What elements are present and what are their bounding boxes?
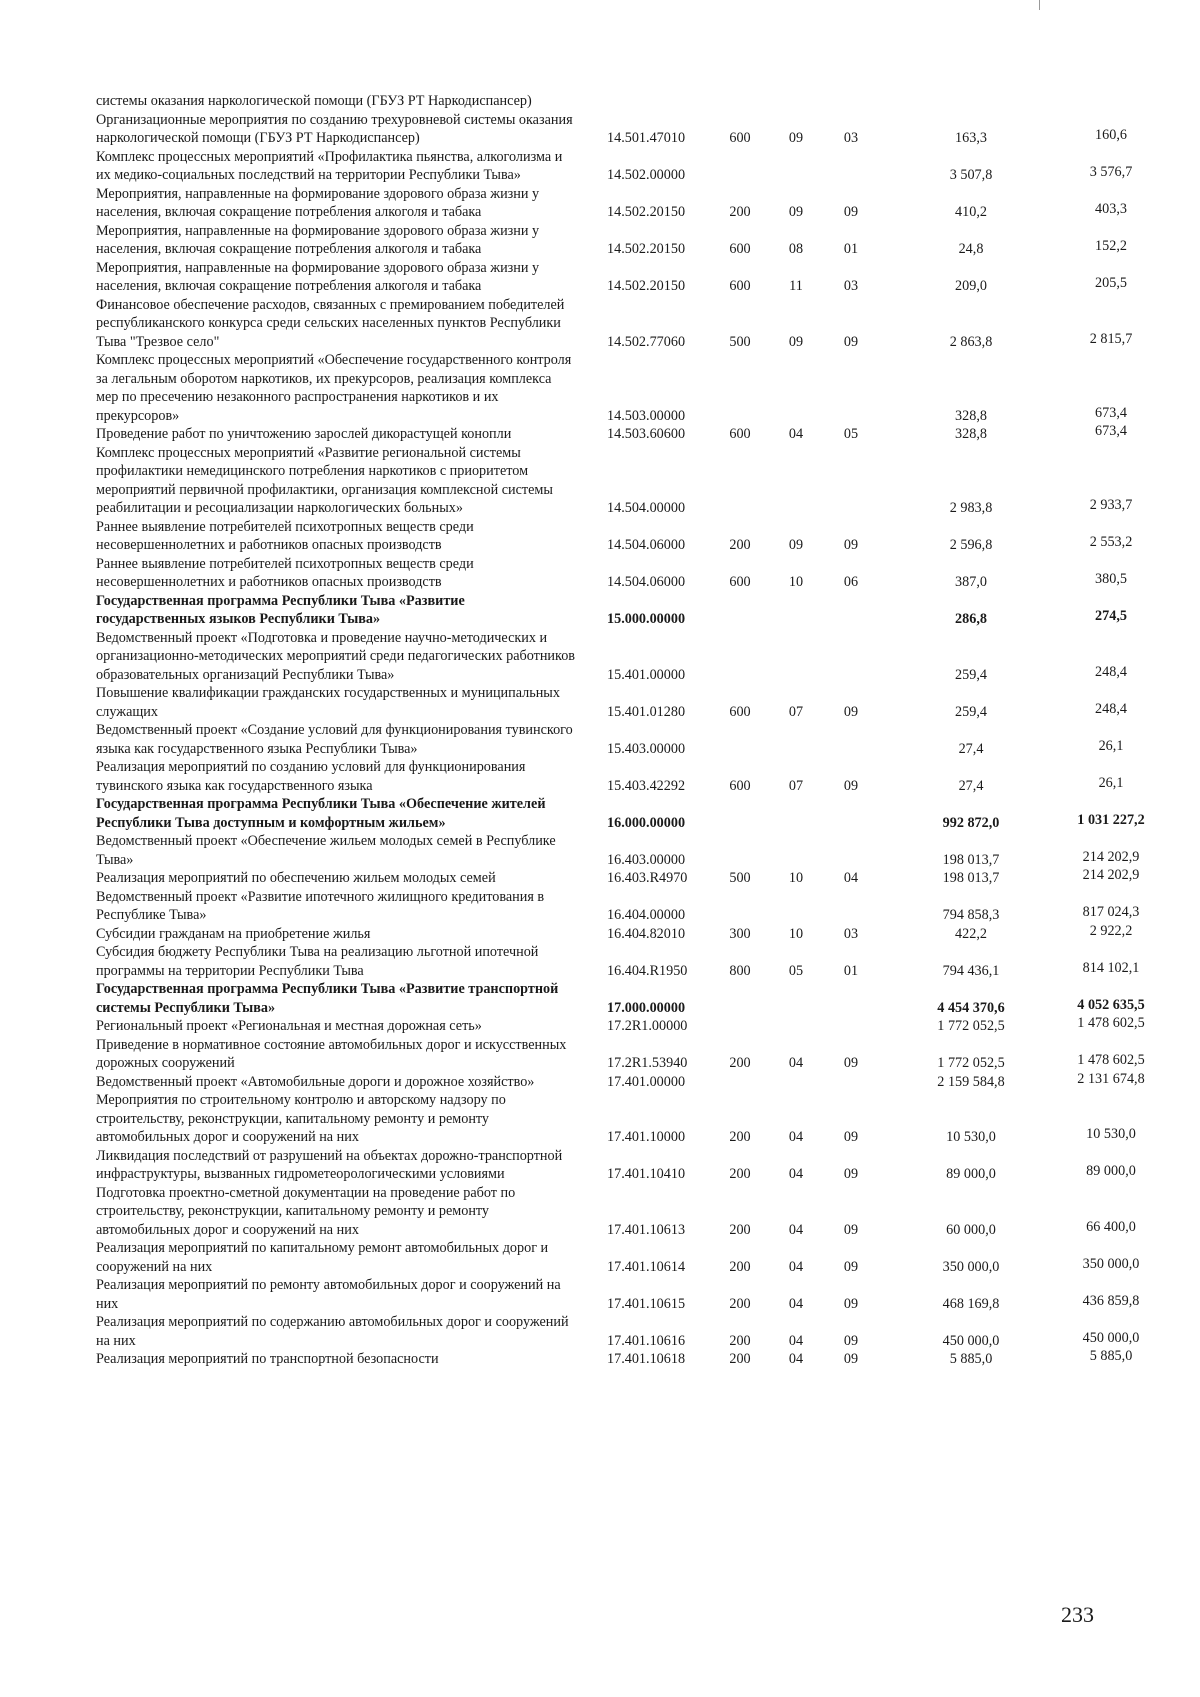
row-section: 04 — [788, 426, 804, 442]
row-expense-type: 600 — [729, 777, 751, 794]
table-row — [96, 943, 1146, 980]
row-code: 15.403.42292 — [607, 777, 686, 794]
row-amount-year2: 2 131 674,8 — [1077, 1070, 1145, 1087]
row-amount-year1: 1 772 052,5 — [937, 1055, 1005, 1071]
row-amount-year1: 2 863,8 — [949, 333, 993, 350]
row-amount-year1: 286,8 — [955, 611, 987, 627]
row-amount-year1: 4 454 370,6 — [937, 999, 1005, 1016]
row-code: 14.503.00000 — [607, 407, 686, 424]
row-subsection: 09 — [843, 1055, 859, 1071]
row-amount-year2: 274,5 — [1095, 608, 1127, 624]
row-amount-year1: 1 772 052,5 — [937, 1018, 1005, 1034]
row-expense-type: 200 — [729, 1351, 751, 1367]
row-name: Реализация мероприятий по транспортной безопасности — [96, 1351, 439, 1367]
table-row — [96, 1147, 1146, 1184]
row-name: Мероприятия, направленные на формирование здорового образа жизни у населения, включая сокращение потребления алкоголя и табака — [96, 185, 540, 220]
table-row — [96, 1184, 1146, 1240]
row-section: 10 — [788, 574, 804, 590]
row-code: 14.504.06000 — [607, 537, 686, 553]
row-subsection: 01 — [843, 241, 859, 257]
row-amount-year1: 27,4 — [958, 740, 984, 757]
row-subsection: 09 — [843, 1129, 859, 1145]
row-subsection: 04 — [843, 870, 859, 886]
row-subsection: 06 — [843, 574, 859, 590]
row-subsection: 09 — [843, 703, 859, 720]
row-amount-year2: 4 052 635,5 — [1077, 996, 1145, 1013]
row-code: 17.401.10410 — [607, 1166, 686, 1182]
row-amount-year1: 259,4 — [955, 666, 987, 683]
scan-corner-mark — [1039, 0, 1040, 10]
row-amount-year2: 248,4 — [1095, 700, 1127, 717]
row-section: 07 — [788, 777, 804, 794]
row-amount-year1: 328,8 — [955, 426, 987, 442]
row-expense-type: 200 — [729, 1332, 751, 1349]
row-amount-year1: 2 983,8 — [949, 500, 993, 516]
row-section: 04 — [788, 1129, 804, 1145]
row-amount-year2: 403,3 — [1095, 201, 1127, 217]
row-name: Субсидия бюджету Республики Тыва на реализацию льготной ипотечной программы на территории Республики Тыва — [96, 944, 539, 979]
row-amount-year1: 422,2 — [955, 925, 987, 942]
row-name: Организационные мероприятия по созданию трехуровневой системы оказания наркологической помощи (ГБУЗ РТ Наркодиспансер) — [96, 111, 573, 146]
row-code: 17.2R1.00000 — [607, 1018, 688, 1034]
table-row — [96, 922, 1146, 944]
row-expense-type: 200 — [729, 204, 751, 220]
row-section: 11 — [789, 278, 803, 294]
row-amount-year2: 205,5 — [1095, 275, 1127, 291]
row-section: 04 — [788, 1295, 804, 1312]
row-amount-year2: 817 024,3 — [1082, 904, 1140, 920]
row-code: 14.504.06000 — [607, 574, 686, 590]
row-name: Государственная программа Республики Тыва «Обеспечение жителей Республики Тыва доступным и комфортным жильем» — [96, 796, 546, 831]
table-row — [96, 888, 1146, 925]
row-section: 07 — [788, 703, 804, 720]
row-code: 17.401.10614 — [607, 1258, 686, 1275]
row-amount-year1: 60 000,0 — [946, 1221, 996, 1238]
row-section: 04 — [788, 1351, 804, 1367]
page-number: 233 — [1061, 1602, 1094, 1627]
row-expense-type: 300 — [729, 925, 751, 942]
table-row — [96, 592, 1146, 629]
row-name: Ведомственный проект «Автомобильные дороги и дорожное хозяйство» — [96, 1073, 535, 1090]
table-row — [96, 111, 1146, 148]
row-name: Реализация мероприятий по созданию условий для функционирования тувинского языка как государственного языка — [96, 759, 526, 794]
row-subsection: 09 — [843, 204, 859, 220]
row-subsection: 05 — [843, 426, 859, 442]
row-name: Раннее выявление потребителей психотропных веществ среди несовершеннолетних и работников опасных производств — [96, 555, 474, 590]
row-code: 15.401.01280 — [607, 703, 686, 720]
row-name: Ведомственный проект «Обеспечение жильем молодых семей в Республике Тыва» — [96, 833, 556, 868]
row-code: 14.502.00000 — [607, 167, 686, 183]
row-code: 15.403.00000 — [607, 740, 686, 757]
row-expense-type: 600 — [729, 130, 751, 146]
row-amount-year1: 387,0 — [955, 574, 987, 590]
row-amount-year2: 436 859,8 — [1082, 1292, 1140, 1309]
row-amount-year2: 214 202,9 — [1082, 867, 1140, 883]
row-expense-type: 200 — [729, 1295, 751, 1312]
row-section: 04 — [788, 1221, 804, 1238]
row-name: Повышение квалификации гражданских государственных и муниципальных служащих — [96, 685, 560, 720]
row-name: Реализация мероприятий по капитальному ремонт автомобильных дорог и сооружений на них — [96, 1240, 549, 1275]
row-expense-type: 200 — [729, 537, 751, 553]
table-row — [96, 1091, 1146, 1147]
row-name: Финансовое обеспечение расходов, связанных с премированием победителей республиканского конкурса среди сельских населенных пунктов Республики Тыва "Трезвое село" — [96, 296, 565, 350]
row-section: 05 — [788, 962, 804, 979]
row-code: 17.401.10618 — [607, 1351, 686, 1367]
row-code: 14.504.00000 — [607, 500, 686, 516]
row-amount-year2: 152,2 — [1095, 238, 1127, 254]
row-expense-type: 500 — [729, 333, 751, 350]
row-name: Ликвидация последствий от разрушений на объектах дорожно-транспортной инфраструктуры, вызванных гидрометеорологическими условиями — [96, 1147, 563, 1182]
row-section: 10 — [788, 870, 804, 886]
row-amount-year2: 26,1 — [1098, 774, 1124, 791]
row-name: Региональный проект «Региональная и местная дорожная сеть» — [96, 1018, 482, 1034]
table-row — [96, 795, 1146, 832]
row-amount-year2: 2 553,2 — [1089, 534, 1133, 550]
row-code: 17.401.10615 — [607, 1295, 686, 1312]
row-subsection: 09 — [843, 1166, 859, 1182]
row-section: 09 — [788, 204, 804, 220]
row-amount-year1: 209,0 — [955, 278, 987, 294]
row-code: 17.000.00000 — [607, 999, 686, 1016]
row-expense-type: 600 — [729, 241, 751, 257]
table-row — [96, 1070, 1146, 1092]
row-name: Государственная программа Республики Тыва «Развитие транспортной системы Республики Тыва» — [96, 981, 559, 1016]
row-amount-year1: 328,8 — [955, 407, 987, 424]
row-amount-year2: 89 000,0 — [1086, 1163, 1136, 1179]
row-name: Приведение в нормативное состояние автомобильных дорог и искусственных дорожных сооружений — [96, 1036, 567, 1071]
row-section: 10 — [788, 925, 804, 942]
table-row — [96, 869, 1146, 888]
row-code: 17.401.00000 — [607, 1073, 686, 1090]
row-subsection: 01 — [843, 962, 859, 979]
row-code: 16.403.00000 — [607, 851, 686, 868]
row-expense-type: 200 — [729, 1221, 751, 1238]
row-amount-year1: 163,3 — [955, 130, 987, 146]
row-name: Государственная программа Республики Тыва «Развитие государственных языков Республики Тыва» — [96, 592, 465, 627]
row-amount-year1: 468 169,8 — [942, 1295, 1000, 1312]
table-row — [96, 980, 1146, 1017]
row-expense-type: 200 — [729, 1166, 751, 1182]
table-row — [96, 555, 1146, 592]
row-amount-year2: 214 202,9 — [1082, 848, 1140, 865]
table-row — [96, 1036, 1146, 1073]
row-amount-year1: 350 000,0 — [942, 1258, 1000, 1275]
row-subsection: 09 — [843, 1332, 859, 1349]
row-code: 17.2R1.53940 — [607, 1055, 688, 1071]
row-section: 09 — [788, 537, 804, 553]
table-row — [96, 185, 1146, 222]
row-code: 16.404.R1950 — [607, 962, 688, 979]
row-amount-year1: 198 013,7 — [942, 870, 1000, 886]
row-amount-year1: 992 872,0 — [942, 814, 1000, 831]
row-code: 16.403.R4970 — [607, 870, 688, 886]
row-section: 04 — [788, 1332, 804, 1349]
table-row — [96, 758, 1146, 795]
row-name: Комплекс процессных мероприятий «Развитие региональной системы профилактики немедицинского потребления наркотиков с приоритетом мероприятий первичной профилактики, организация комплексной системы реабилитации и ресоциализации наркологических больных» — [96, 444, 553, 516]
row-code: 17.401.10613 — [607, 1221, 686, 1238]
row-name: Подготовка проектно-сметной документации на проведение работ по строительству, реконструкции, капитальному ремонту и ремонту автомобильных дорог и сооружений на них — [96, 1184, 516, 1238]
row-expense-type: 500 — [729, 870, 751, 886]
row-expense-type: 600 — [729, 574, 751, 590]
row-name: Проведение работ по уничтожению зарослей дикорастущей конопли — [96, 426, 512, 442]
row-code: 17.401.10000 — [607, 1129, 686, 1145]
table-row — [96, 629, 1146, 685]
row-subsection: 03 — [843, 925, 859, 942]
table-row — [96, 351, 1146, 425]
row-name: Реализация мероприятий по содержанию автомобильных дорог и сооружений на них — [96, 1314, 569, 1349]
table-row — [96, 425, 1146, 444]
row-amount-year1: 27,4 — [958, 777, 984, 794]
row-subsection: 09 — [843, 1258, 859, 1275]
row-code: 14.502.20150 — [607, 241, 686, 257]
row-name: Ведомственный проект «Создание условий для функционирования тувинского языка как государственного языка Республики Тыва» — [96, 722, 573, 757]
row-expense-type: 600 — [729, 426, 751, 442]
row-expense-type: 800 — [729, 962, 751, 979]
row-section: 09 — [788, 130, 804, 146]
row-subsection: 09 — [843, 777, 859, 794]
row-name: Мероприятия по строительному контролю и авторскому надзору по строительству, реконструкции, капитальному ремонту и ремонту автомобильных дорог и сооружений на них — [96, 1092, 506, 1145]
row-code: 14.502.77060 — [607, 333, 686, 350]
row-amount-year2: 5 885,0 — [1089, 1348, 1133, 1364]
row-amount-year1: 450 000,0 — [942, 1332, 1000, 1349]
row-amount-year1: 5 885,0 — [949, 1351, 993, 1367]
row-name: Ведомственный проект «Подготовка и проведение научно-методических и организационно-методических мероприятий среди педагогических работников образовательных организаций Республики Тыва» — [96, 629, 575, 683]
row-subsection: 09 — [843, 1221, 859, 1238]
row-code: 16.404.00000 — [607, 907, 686, 923]
row-subsection: 03 — [843, 130, 859, 146]
table-row — [96, 259, 1146, 296]
table-row — [96, 721, 1146, 758]
row-name: Мероприятия, направленные на формирование здорового образа жизни у населения, включая сокращение потребления алкоголя и табака — [96, 222, 540, 257]
row-amount-year1: 2 596,8 — [949, 537, 993, 553]
row-name: системы оказания наркологической помощи (ГБУЗ РТ Наркодиспансер) — [96, 93, 532, 109]
row-code: 15.000.00000 — [607, 611, 686, 627]
row-amount-year1: 3 507,8 — [949, 167, 993, 183]
row-code: 14.502.20150 — [607, 278, 686, 294]
row-name: Раннее выявление потребителей психотропных веществ среди несовершеннолетних и работников опасных производств — [96, 518, 474, 553]
row-expense-type: 200 — [729, 1258, 751, 1275]
table-row — [96, 1350, 1146, 1369]
row-name: Субсидии гражданам на приобретение жилья — [96, 925, 371, 942]
table-row — [96, 222, 1146, 259]
row-amount-year2: 248,4 — [1095, 663, 1127, 680]
row-name: Реализация мероприятий по ремонту автомобильных дорог и сооружений на них — [96, 1277, 561, 1312]
row-amount-year1: 89 000,0 — [946, 1166, 996, 1182]
row-amount-year1: 259,4 — [955, 703, 987, 720]
row-amount-year2: 673,4 — [1095, 404, 1127, 421]
table-row — [96, 684, 1146, 721]
row-amount-year1: 794 858,3 — [942, 907, 1000, 923]
table-row — [96, 1313, 1146, 1350]
row-section: 09 — [788, 333, 804, 350]
table-row — [96, 1276, 1146, 1313]
row-amount-year1: 24,8 — [958, 241, 984, 257]
table-row — [96, 444, 1146, 518]
row-subsection: 03 — [843, 278, 859, 294]
row-code: 17.401.10616 — [607, 1332, 686, 1349]
row-amount-year1: 410,2 — [955, 204, 987, 220]
row-amount-year2: 26,1 — [1098, 737, 1124, 754]
row-amount-year2: 66 400,0 — [1086, 1218, 1136, 1235]
row-amount-year1: 2 159 584,8 — [937, 1073, 1005, 1090]
row-amount-year2: 3 576,7 — [1089, 164, 1133, 180]
table-row — [96, 832, 1146, 869]
row-amount-year2: 450 000,0 — [1082, 1329, 1140, 1346]
row-code: 14.502.20150 — [607, 204, 686, 220]
row-name: Ведомственный проект «Развитие ипотечного жилищного кредитования в Республике Тыва» — [96, 888, 545, 923]
row-code: 16.404.82010 — [607, 925, 686, 942]
row-code: 14.501.47010 — [607, 130, 686, 146]
row-expense-type: 200 — [729, 1129, 751, 1145]
table-row — [96, 148, 1146, 185]
row-expense-type: 600 — [729, 278, 751, 294]
row-section: 08 — [788, 241, 804, 257]
row-amount-year1: 794 436,1 — [942, 962, 1000, 979]
row-name: Комплекс процессных мероприятий «Обеспечение государственного контроля за легальным оборотом наркотиков, их прекурсоров, реализация комплекса мер по пресечению незаконного распространения наркотиков и их прекурсоров» — [96, 352, 572, 424]
row-expense-type: 200 — [729, 1055, 751, 1071]
row-section: 04 — [788, 1258, 804, 1275]
table-row — [96, 92, 1146, 111]
row-subsection: 09 — [843, 537, 859, 553]
row-amount-year1: 198 013,7 — [942, 851, 1000, 868]
table-row — [96, 1017, 1146, 1036]
row-subsection: 09 — [843, 1295, 859, 1312]
budget-table — [96, 92, 1146, 1369]
table-row — [96, 518, 1146, 555]
row-amount-year2: 350 000,0 — [1082, 1255, 1140, 1272]
row-section: 04 — [788, 1166, 804, 1182]
row-amount-year2: 2 922,2 — [1089, 922, 1133, 939]
row-expense-type: 600 — [729, 703, 751, 720]
row-amount-year2: 160,6 — [1095, 127, 1127, 143]
row-amount-year2: 1 031 227,2 — [1077, 811, 1145, 828]
row-section: 04 — [788, 1055, 804, 1071]
row-amount-year1: 10 530,0 — [946, 1129, 996, 1145]
table-row — [96, 1239, 1146, 1276]
row-amount-year2: 1 478 602,5 — [1077, 1052, 1145, 1068]
row-code: 15.401.00000 — [607, 666, 686, 683]
row-amount-year2: 10 530,0 — [1086, 1126, 1136, 1142]
row-subsection: 09 — [843, 1351, 859, 1367]
row-amount-year2: 673,4 — [1095, 423, 1127, 439]
row-amount-year2: 380,5 — [1095, 571, 1127, 587]
table-row — [96, 296, 1146, 352]
row-name: Реализация мероприятий по обеспечению жильем молодых семей — [96, 870, 496, 886]
row-amount-year2: 2 933,7 — [1089, 497, 1133, 513]
row-code: 14.503.60600 — [607, 426, 686, 442]
row-amount-year2: 2 815,7 — [1089, 330, 1133, 347]
row-code: 16.000.00000 — [607, 814, 686, 831]
row-subsection: 09 — [843, 333, 859, 350]
row-amount-year2: 1 478 602,5 — [1077, 1015, 1145, 1031]
row-name: Комплекс процессных мероприятий «Профилактика пьянства, алкоголизма и их медико-социальных последствий на территории Республики Тыва» — [96, 148, 563, 183]
row-amount-year2: 814 102,1 — [1082, 959, 1140, 976]
row-name: Мероприятия, направленные на формирование здорового образа жизни у населения, включая сокращение потребления алкоголя и табака — [96, 259, 540, 294]
